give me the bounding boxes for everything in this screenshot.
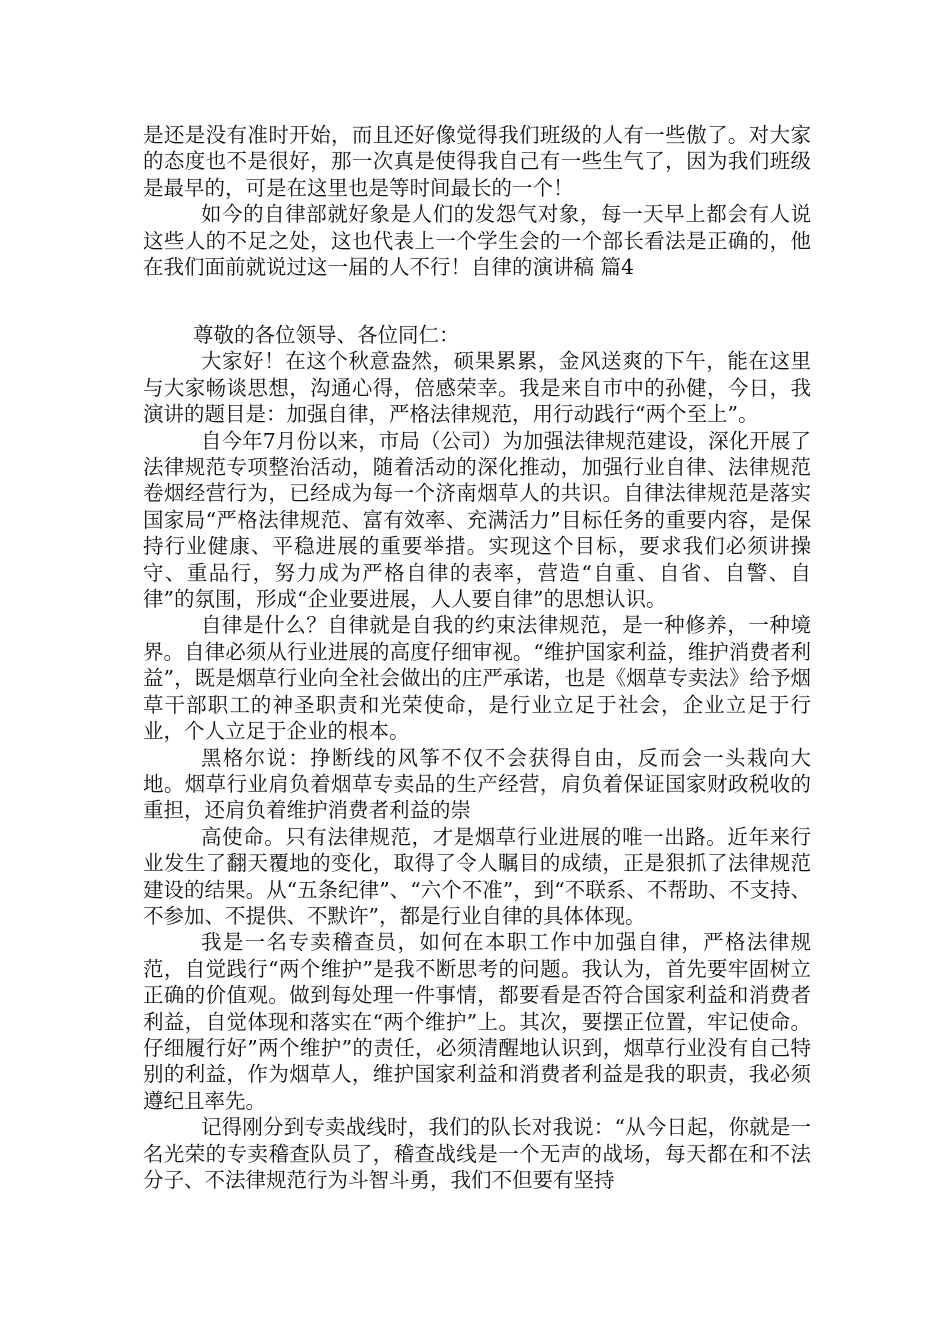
paragraph: 大家好！在这个秋意盎然，硕果累累，金风送爽的下午，能在这里与大家畅谈思想，沟通心得，倍感荣幸。我是来自市中的孙健，今日，我演讲的题目是：加强自律，严格法律规范，用行动践行“两个至上”。 [143, 349, 811, 427]
paragraph: 是还是没有准时开始，而且还好像觉得我们班级的人有一些傲了。对大家的态度也不是很好，那一次真是使得我自己有一些生气了，因为我们班级是最早的，可是在这里也是等时间最长的一个！ [143, 123, 811, 200]
speech-body [143, 322, 811, 1193]
paragraph: 记得刚分到专卖战线时，我们的队长对我说：“从今日起，你就是一名光荣的专卖稽查队员了，稽查战线是一个无声的战场，每天都在和不法分子、不法律规范行为斗智斗勇，我们不但要有坚持 [143, 1115, 811, 1192]
salutation: 尊敬的各位领导、各位同仁： [193, 323, 460, 347]
paragraph: 高使命。只有法律规范，才是烟草行业进展的唯一出路。近年来行业发生了翻天覆地的变化，取得了令人瞩目的成绩，正是狠抓了法律规范建设的结果。从“五条纪律”、“六个不准”，到“不联系、不帮助、不支持、不参加、不提供、不默许”，都是行业自律的具体体现。 [143, 824, 811, 928]
paragraph: 自律是什么？自律就是自我的约束法律规范，是一种修养，一种境界。自律必须从行业进展的高度仔细审视。“维护国家利益，维护消费者利益”，既是烟草行业向全社会做出的庄严承诺，也是《烟草专卖法》给予烟草干部职工的神圣职责和光荣使命，是行业立足于社会，企业立足于行业，个人立足于企业的根本。 [143, 613, 811, 744]
previous-section-text [143, 122, 811, 280]
paragraph: 如今的自律部就好象是人们的发怨气对象，每一天早上都会有人说这些人的不足之处，这也代表上一个学生会的一个部长看法是正确的，他在我们面前就说过这一届的人不行！自律的演讲稿 篇4 [143, 202, 811, 280]
paragraph: 我是一名专卖稽查员，如何在本职工作中加强自律，严格法律规范，自觉践行“两个维护”是我不断思考的问题。我认为，首先要牢固树立正确的价值观。做到每处理一件事情，都要看是否符合国家利益和消费者利益，自觉体现和落实在“两个维护”上。其次，要摆正位置，牢记使命。仔细履行好”两个维护”的责任，必须清醒地认识到，烟草行业没有自己特别的利益，作为烟草人，维护国家利益和消费者利益是我的职责，我必须遵纪且率先。 [143, 930, 811, 1113]
paragraph: 自今年7月份以来，市局（公司）为加强法律规范建设，深化开展了法律规范专项整治活动，随着活动的深化推动，加强行业自律、法律规范卷烟经营行为，已经成为每一个济南烟草人的共识。自律法律规范是落实国家局“严格法律规范、富有效率、充满活力”目标任务的重要内容，是保持行业健康、平稳进展的重要举措。实现这个目标，要求我们必须讲操守、重品行，努力成为严格自律的表率，营造“自重、自省、自警、自律”的氛围，形成“企业要进展，人人要自律”的思想认识。 [143, 428, 811, 612]
paragraph: 黑格尔说：挣断线的风筝不仅不会获得自由，反而会一头栽向大地。烟草行业肩负着烟草专卖品的生产经营，肩负着保证国家财政税收的重担，还肩负着维护消费者利益的崇 [143, 745, 811, 823]
